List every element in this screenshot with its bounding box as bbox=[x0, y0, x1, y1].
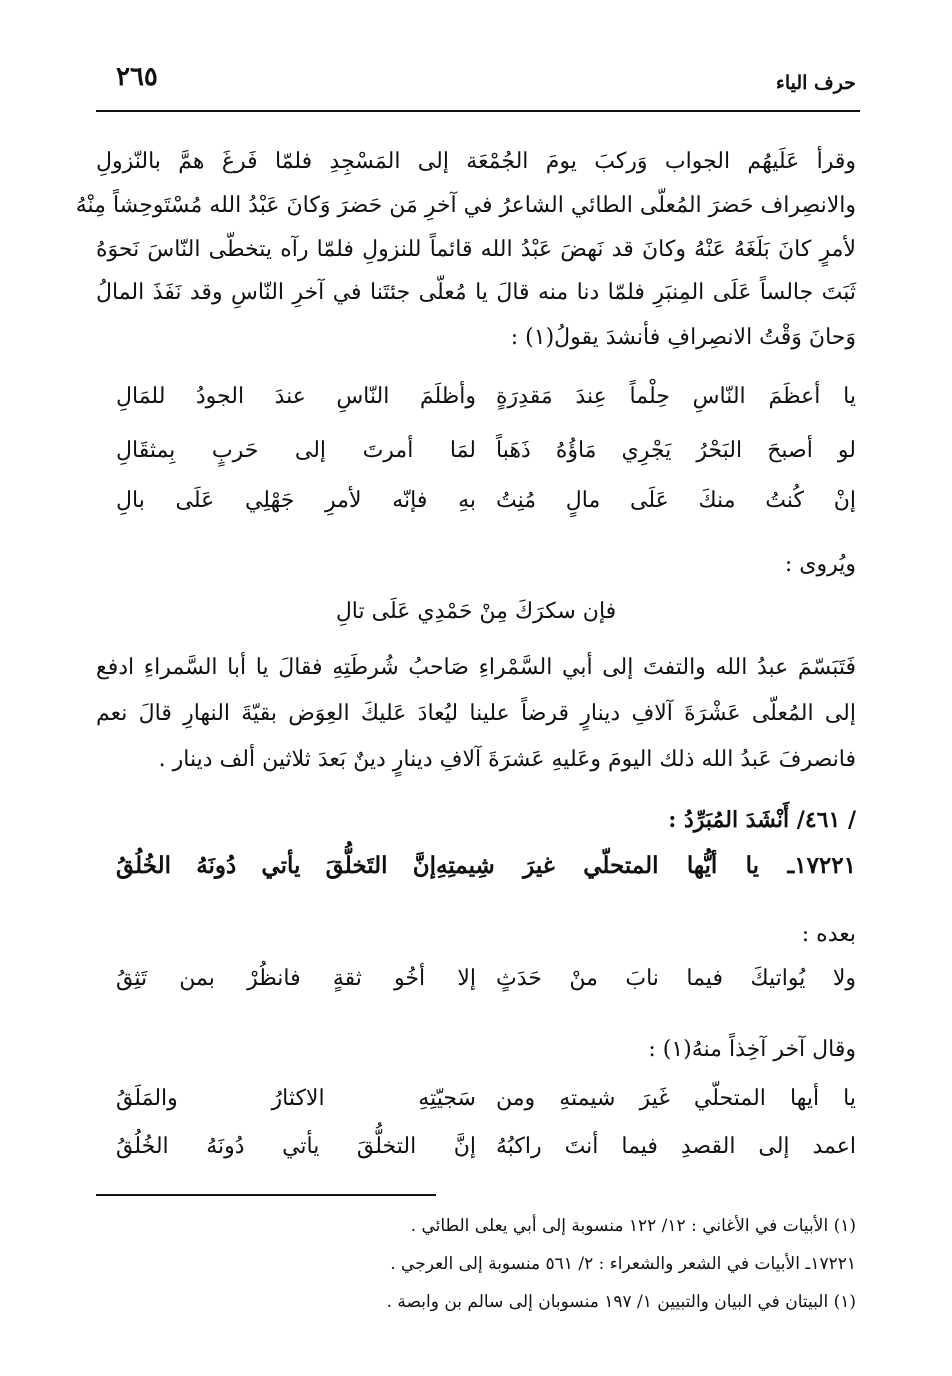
chapter-title: حرف الياء bbox=[775, 72, 856, 94]
verse-first-hemistich: ولا يُواتيكَ فيما نابَ منْ حَدَثٍ bbox=[496, 966, 856, 991]
verse-second-hemistich: سَجيّتِهِ الاكثارُ والمَلَقُ bbox=[116, 1086, 476, 1111]
running-head bbox=[96, 62, 856, 98]
verse-second-hemistich: وأظلَمَ النّاسِ عندَ الجودُ للمَالِ bbox=[116, 384, 476, 409]
verse-line bbox=[96, 438, 856, 482]
verse-line bbox=[96, 966, 856, 1010]
verse-line bbox=[96, 1086, 856, 1130]
verse-line bbox=[96, 1134, 856, 1178]
verse-line bbox=[96, 384, 856, 428]
paragraph-line: إلى المُعلّى عَشْرَةَ آلافِ دينارٍ قرضاً علينا ليُعادَ عَليكَ العِوَض بقيّةَ النهارِ قالَ نعم bbox=[96, 701, 856, 726]
paragraph-line: وَحانَ وَقْتُ الانصِرافِ فأنشدَ يقولُ(١) : bbox=[510, 325, 856, 350]
verse-first-hemistich: إنْ كُنتُ منكَ عَلَى مالٍ مُنِتُ bbox=[496, 488, 856, 513]
verse-second-hemistich: إنَّ التخلُّقَ يأتي دُونَهُ الخُلُقُ bbox=[116, 1134, 476, 1159]
footnote: (١) البيتان في البيان والتبيين ١/ ١٩٧ منسوبان إلى سالم بن وابصة . bbox=[386, 1292, 856, 1312]
paragraph-line: فانصرفَ عَبدُ الله ذلك اليومَ وعَليهِ عَشرَةَ آلافِ دينارٍ دينٌ بَعدَ ثلاثين ألف دينار . bbox=[158, 747, 856, 772]
verse-first-hemistich: يا أعظَمَ النّاسِ حِلْماً عِندَ مَقدِرَةٍ bbox=[496, 384, 856, 409]
paragraph-line: ثَبَتَ جالساً عَلَى المِنبَرِ فلمّا دنا منه قالَ يا مُعلّى جئتَنا في آخرِ النّاسِ وقد نَفَذَ المالُ bbox=[96, 280, 856, 305]
paragraph-line: فَتَبَسّمَ عبدُ الله والتفتَ إلى أبي السَّمْراءِ صَاحبُ شُرطَتِهِ فقالَ يا أبا السَّمراءِ ادفع bbox=[96, 655, 856, 680]
footnote-rule bbox=[96, 1194, 436, 1196]
paragraph-line: وقرأ عَلَيهُم الجواب وَركبَ يومَ الجُمْعَة إلى المَسْجِدِ فلمّا فَرغَ همَّ بالنّزولِ bbox=[96, 149, 856, 174]
footnote: ١٧٢٢١ـ الأبيات في الشعر والشعراء : ٢/ ٥٦١ منسوبة إلى العرجي . bbox=[390, 1254, 856, 1274]
variant-label: ويُروى : bbox=[784, 552, 856, 577]
paragraph-line: لأمرٍ كانَ بَلَغَهُ عَنْهُ وكانَ قد نَهضَ عَبْدُ الله قائماً للنزولِ فلمّا رآه يتخطّى النّاسَ نَحوَهُ bbox=[96, 237, 856, 262]
verse-second-hemistich: لمَا أمرتَ إلى حَربٍ بِمثقَالِ bbox=[116, 438, 476, 463]
verse-first-hemistich: لو أصبحَ البَحْرُ يَجْرِي مَاؤُهُ ذَهَباً bbox=[496, 438, 856, 463]
verse-first-hemistich: اعمد إلى القصدِ فيما أنتَ راكبُهُ bbox=[496, 1134, 856, 1159]
variant-verse: فإن سكرَكَ مِنْ حَمْدِي عَلَى تالِ bbox=[335, 599, 617, 624]
footnote: (١) الأبيات في الأغاني : ١٢/ ١٢٢ منسوبة إلى أبي يعلى الطائي . bbox=[410, 1216, 856, 1236]
attribution-line: وقال آخر آخِذاً منهُ(١) : bbox=[648, 1037, 856, 1062]
entry-heading: / ٤٦١/ أَنْشَدَ المُبَرِّدُ : bbox=[668, 807, 856, 833]
after-label: بعده : bbox=[801, 922, 856, 947]
verse-second-hemistich: إنَّ التَخلُّقَ يأتي دُونَهُ الخُلُقُ bbox=[116, 852, 436, 879]
paragraph-line: والانصِراف حَضرَ المُعلّى الطائي الشاعرُ في آخرِ مَن حَضرَ وَكانَ عَبْدُ الله مُسْتَوحِشاً مِنْهُ bbox=[75, 193, 856, 218]
verse-second-hemistich: بهِ فإنّه لأمرِ جَهْلِي عَلَى بالِ bbox=[116, 488, 476, 513]
main-verse bbox=[96, 852, 856, 896]
verse-first-hemistich: يا أيها المتحلّي غَيرَ شيمتهِ ومن bbox=[496, 1086, 856, 1111]
verse-line bbox=[96, 488, 856, 532]
verse-second-hemistich: إلا أخُو ثقةٍ فانظُرْ بمن تَثِقُ bbox=[116, 966, 476, 991]
header-rule bbox=[96, 110, 860, 112]
verse-first-hemistich: ١٧٢٢١ـ يا أيُّها المتحلّي غيرَ شِيمتِهِ bbox=[436, 852, 856, 879]
page-number: ٢٦٥ bbox=[116, 62, 158, 92]
